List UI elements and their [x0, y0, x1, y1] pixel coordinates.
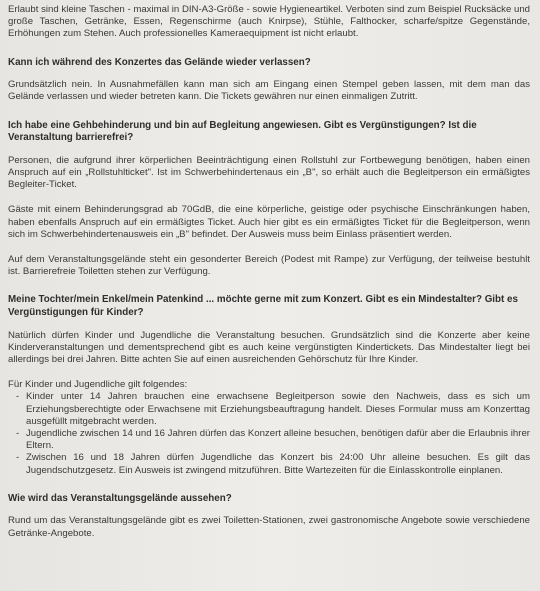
faq-answer-venue-layout: Rund um das Veranstaltungsgelände gibt es zwei Toiletten-Stationen, zwei gastronomische Angebote sowie verschiedene Getränke-Angebote. — [8, 515, 530, 539]
faq-question-children: Meine Tochter/mein Enkel/mein Patenkind ... möchte gerne mit zum Konzert. Gibt es ein Mindestalter? Gibt es Vergünstigungen für Kinder? — [8, 294, 518, 319]
intro-paragraph: Erlaubt sind kleine Taschen - maximal in DIN-A3-Größe - sowie Hygieneartikel. Verboten sind zum Beispiel Rucksäcke und große Taschen, Getränke, Essen, Regenschirme (auch Knirpse), Stühle, Falthocker, scharfe/spitze Gegenstände, Erhöhungen zum Stehen. Auch professionelles Kameraequipment ist nicht erlaubt. — [8, 4, 530, 40]
faq-answer-accessibility-3: Auf dem Veranstaltungsgelände steht ein gesonderter Bereich (Podest mit Rampe) zur Verfügung, der teilweise bestuhlt ist. Barrierefreie Toiletten stehen zur Verfügung. — [8, 254, 530, 278]
list-item: - Zwischen 16 und 18 Jahren dürfen Jugendliche das Konzert bis 24:00 Uhr alleine besuchen. Es gilt das Jugendschutzgesetz. Ein Ausweis ist zwingend mitzuführen. Bitte Wartezeiten für die Einlasskontrolle einplanen. — [16, 452, 530, 476]
faq-question-accessibility: Ich habe eine Gehbehinderung und bin auf Begleitung angewiesen. Gibt es Vergünstigungen? Ist die Veranstaltung barrierefrei? — [8, 119, 477, 144]
faq-question-venue-layout: Wie wird das Veranstaltungsgelände aussehen? — [8, 492, 232, 504]
faq-answer-children-1: Natürlich dürfen Kinder und Jugendliche die Veranstaltung besuchen. Grundsätzlich sind die Konzerte aber keine Kinderveranstaltungen und dementsprechend gibt es auch keine vergünstigten Kindertickets. Das Mindestalter liegt bei allerdings bei drei Jahren. Bitte achten Sie auf einen ausreichenden Gehörschutz für Ihre Kinder. — [8, 329, 530, 366]
faq-answer-accessibility-2: Gäste mit einem Behinderungsgrad ab 70GdB, die eine körperliche, geistige oder psychische Einschränkungen haben, haben ebenfalls Anspruch auf ein ermäßigtes Ticket. Auch hier gibt es ein ermäßigtes Ticket für die Begleitperson, wenn sich im Schwerbehindertenausweis ein „B" befindet. Der Ausweis muss beim Einlass präsentiert werden. — [8, 204, 530, 240]
faq-answer-children-2: Für Kinder und Jugendliche gilt folgendes: — [8, 379, 188, 391]
list-item: - Jugendliche zwischen 14 und 16 Jahren dürfen das Konzert alleine besuchen, benötigen dafür aber die Erlaubnis ihrer Eltern. — [16, 428, 530, 452]
children-rules-list — [8, 391, 530, 476]
faq-question-leave-venue: Kann ich während des Konzertes das Gelände wieder verlassen? — [8, 56, 311, 68]
faq-answer-accessibility-1: Personen, die aufgrund ihrer körperlichen Beeinträchtigung einen Rollstuhl zur Fortbewegung benötigen, haben einen Anspruch auf ein „Rollstuhlticket". Ist im Schwerbehindertenaus ein „B", so erhält auch die Begleitperson ein ermäßigtes Begleiter-Ticket. — [8, 154, 530, 191]
faq-answer-leave-venue: Grundsätzlich nein. In Ausnahmefällen kann man sich am Eingang einen Stempel geben lassen, mit dem man das Gelände verlassen und wieder betreten kann. Die Tickets gewähren nur einen einmaligen Zutritt. — [8, 79, 530, 103]
list-item: - Kinder unter 14 Jahren brauchen eine erwachsene Begleitperson sowie den Nachweis, dass es sich um Erziehungsberechtigte oder Erwachsene mit Erziehungsbeauftragung handelt. Dieses Formular muss am Konzerttag ausgefüllt mitgebracht werden. — [16, 391, 530, 428]
